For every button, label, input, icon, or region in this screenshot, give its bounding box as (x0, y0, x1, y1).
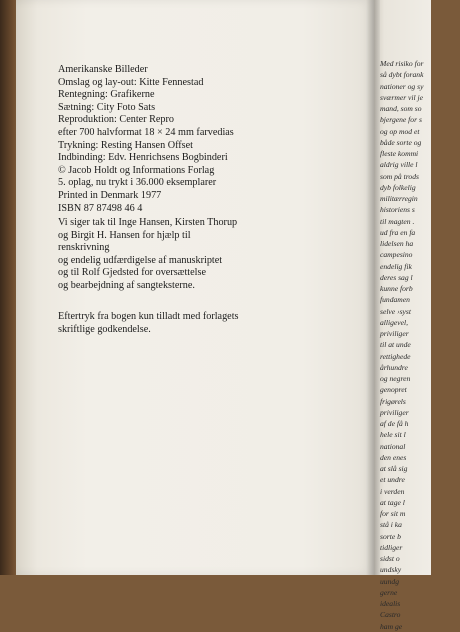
facing-page-line: både sorte og (380, 137, 422, 147)
colophon-line: Amerikanske Billeder (58, 64, 148, 75)
facing-page-line: idealis (380, 599, 401, 608)
facing-page-line: campesino (380, 250, 413, 260)
facing-page-line: undsky (380, 565, 402, 575)
facing-page-line: militærregin (380, 194, 418, 203)
page-gutter (366, 0, 380, 575)
acknowledgement-line: og endelig udfærdigelse af manuskriptet (58, 254, 223, 266)
facing-page-line: hele sit l (380, 430, 406, 440)
acknowledgement-line: og til Rolf Gjedsted for oversættelse (58, 267, 206, 279)
facing-page-line: nationer og sy (380, 81, 424, 91)
copyright-notice-line: skriftlige godkendelse. (58, 323, 151, 335)
colophon-line: 5. oplag, nu trykt i 36.000 eksemplarer (58, 177, 217, 189)
facing-page-text (380, 58, 460, 632)
facing-page-line: national (380, 441, 406, 451)
facing-page-line: priviliger (380, 329, 409, 338)
facing-page-line: i verden (380, 486, 405, 496)
facing-page-line: mand, som so (380, 104, 422, 113)
facing-page-line: alligevel, (380, 317, 409, 327)
facing-page-line: århundre (380, 362, 408, 372)
colophon-line: Trykning: Resting Hansen Offset (58, 139, 193, 151)
facing-page-line: lidelsen ha (380, 239, 414, 248)
facing-page-line: så dybt forank (380, 70, 424, 80)
facing-page-line: historiens s (380, 205, 415, 215)
facing-page-line: rettighede (380, 351, 411, 361)
facing-page-line: Castro (380, 610, 401, 620)
facing-page (374, 0, 431, 631)
facing-page-line: stå i ka (380, 520, 402, 530)
facing-page-line: som på trods (380, 171, 419, 181)
acknowledgement-line: Vi siger tak til Inge Hansen, Kirsten Thorup (58, 217, 238, 228)
facing-page-line: genopret (380, 385, 407, 395)
facing-page-line: og negren (380, 374, 411, 383)
facing-page-line: til at unde (380, 340, 411, 350)
facing-page-line: og op mod et (380, 126, 420, 136)
facing-page-line: ud fra en fa (380, 227, 416, 237)
facing-page-line: sværmer vil je (380, 92, 424, 102)
facing-page-line: endelig fik (380, 261, 412, 271)
facing-page-line: bjergene for s (380, 115, 422, 125)
facing-page-line: gerne (380, 587, 398, 597)
facing-page-line: dyb folkelig (380, 182, 416, 192)
facing-page-line: deres sag l (380, 272, 413, 282)
isbn-line: ISBN 87 87498 46 4 (58, 202, 143, 214)
colophon-line: efter 700 halvformat 18 × 24 mm farvedias (58, 126, 234, 138)
copyright-notice-block (58, 311, 358, 336)
facing-page-line: den enes (380, 452, 407, 462)
facing-page-line: Med risiko for (380, 59, 424, 68)
facing-page-line: aldrig ville l (380, 160, 418, 170)
facing-page-line: fundamen (380, 295, 410, 305)
facing-page-line: tidliger (380, 542, 403, 552)
facing-page-line: ham ge (380, 621, 403, 631)
colophon-line: Omslag og lay-out: Kitte Fennestad (58, 76, 204, 88)
facing-page-line: et undre (380, 475, 405, 485)
facing-page-line: sidst o (380, 554, 400, 563)
facing-page-line: uundg (380, 576, 399, 586)
facing-page-line: kunne forb (380, 284, 413, 293)
facing-page-line: af de få h (380, 419, 409, 428)
acknowledgements-block (58, 217, 358, 293)
colophon-line: © Jacob Holdt og Informations Forlag (58, 164, 215, 176)
facing-page-line: til magten . (380, 216, 415, 226)
facing-page-line: for sit m (380, 509, 406, 518)
colophon-line: Sætning: City Foto Sats (58, 101, 156, 113)
acknowledgement-line: renskrivning (58, 242, 110, 254)
facing-page-line: frigørels (380, 396, 406, 406)
copyright-notice-line: Eftertryk fra bogen kun tilladt med forlagets (58, 311, 239, 322)
colophon-line: Rentegning: Grafikerne (58, 89, 155, 101)
facing-page-line: sorte b (380, 531, 401, 541)
facing-page-line: priviliger (380, 407, 409, 417)
facing-page-line: at slå sig (380, 464, 408, 473)
acknowledgement-line: og bearbejdning af sangteksterne. (58, 279, 195, 291)
acknowledgement-line: og Birgit H. Hansen for hjælp til (58, 229, 191, 241)
colophon-line: Reproduktion: Center Repro (58, 114, 175, 126)
colophon-block (58, 64, 358, 215)
facing-page-line: at tage l (380, 497, 405, 507)
facing-page-line: fleste kommi (380, 149, 419, 158)
colophon-line: Printed in Denmark 1977 (58, 189, 162, 201)
facing-page-line: selve ›syst (380, 306, 411, 316)
colophon-line: Indbinding: Edv. Henrichsens Bogbinderi (58, 152, 228, 164)
